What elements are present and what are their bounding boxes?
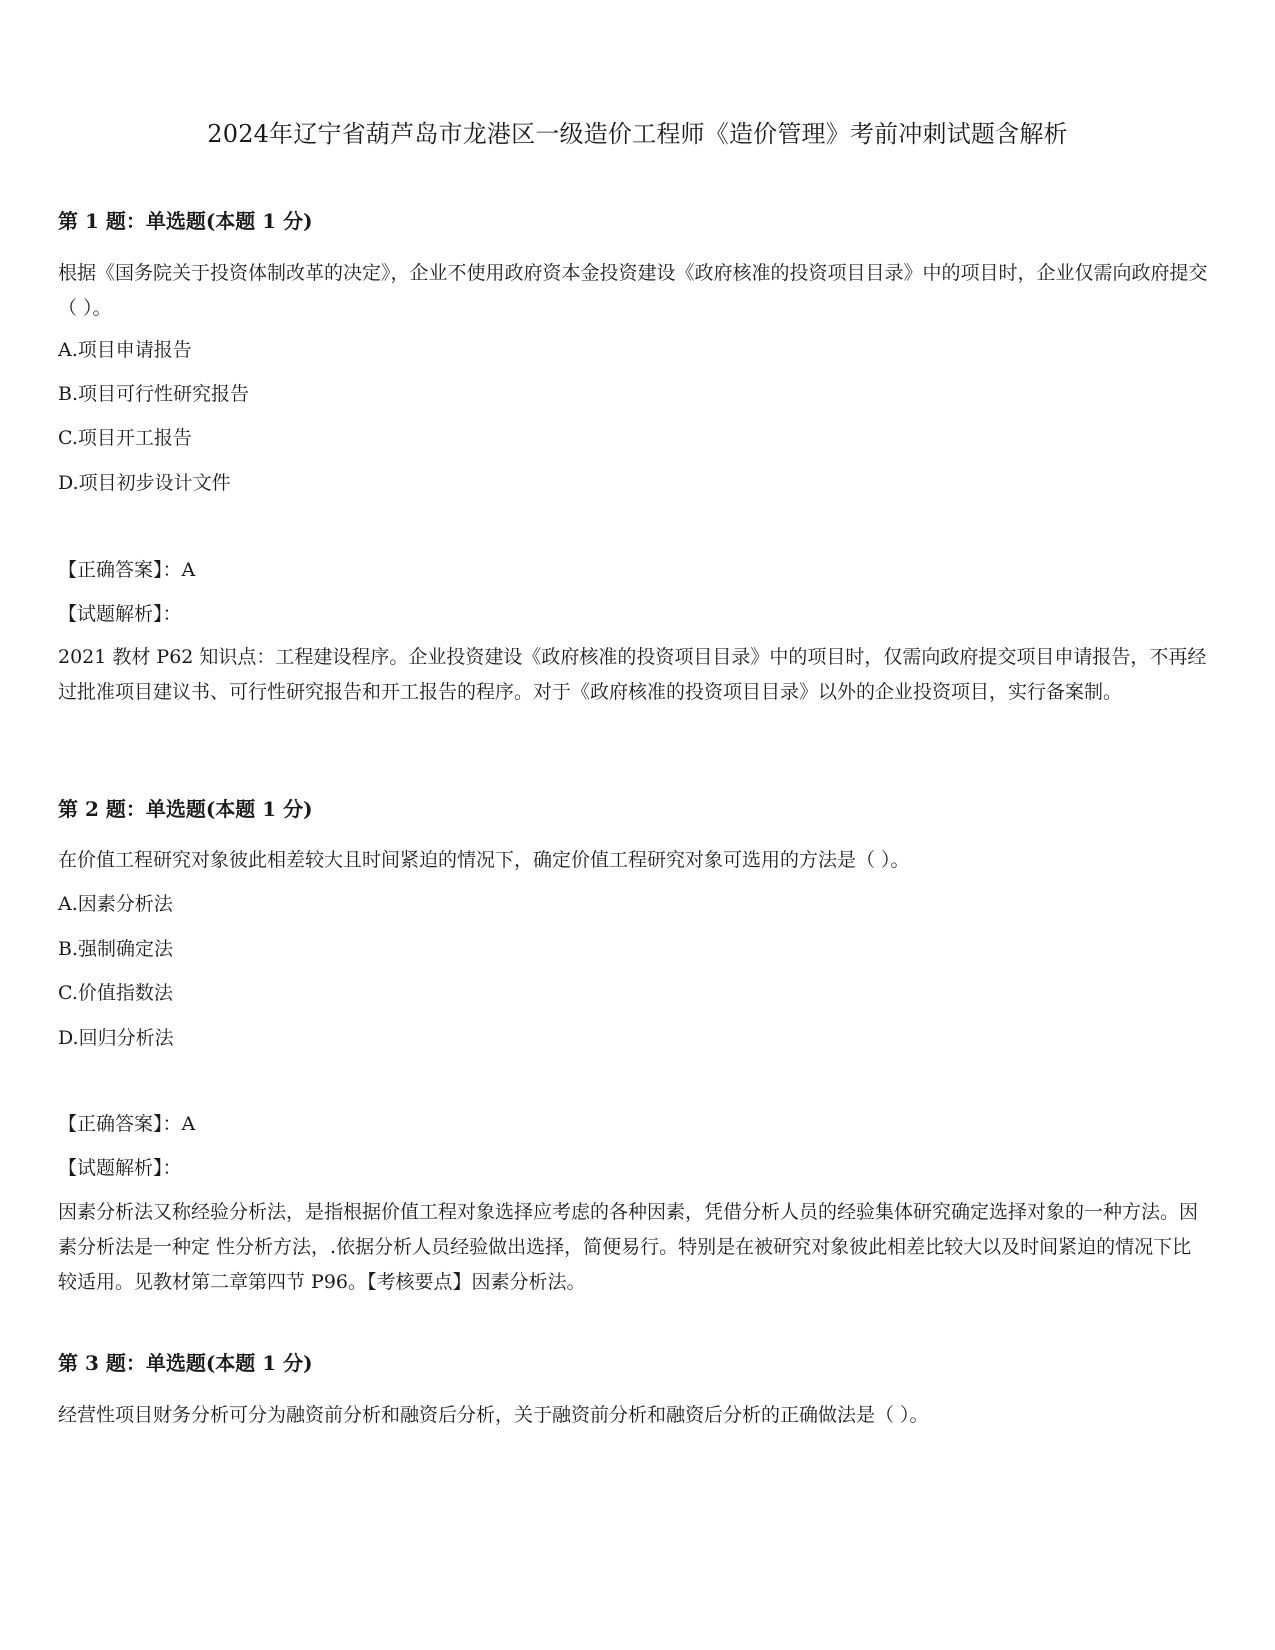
question-1-header: 第 1 题：单选题(本题 1 分) <box>58 209 313 233</box>
question-2-option-c: C.价值指数法 <box>58 982 173 1004</box>
question-1-analysis-label: 【试题解析】： <box>58 603 182 625</box>
question-1-option-a: A.项目申请报告 <box>58 339 192 361</box>
question-1-option-b: B.项目可行性研究报告 <box>58 383 250 405</box>
question-2-option-a: A.因素分析法 <box>58 893 173 915</box>
question-1-option-d: D.项目初步设计文件 <box>58 472 231 494</box>
question-1-answer: 【正确答案】：A <box>58 559 196 581</box>
question-2-option-d: D.回归分析法 <box>58 1027 174 1049</box>
question-2-analysis-label: 【试题解析】： <box>58 1157 182 1179</box>
question-2-stem: 在价值工程研究对象彼此相差较大且时间紧迫的情况下，确定价值工程研究对象可选用的方法是（ ）。 <box>58 849 910 871</box>
question-1-stem: 根据《国务院关于投资体制改革的决定》，企业不使用政府资本金投资建设《政府核准的投资项目目录》中的项目时，企业仅需向政府提交（ ）。 <box>58 262 1208 319</box>
document-title: 2024年辽宁省葫芦岛市龙港区一级造价工程师《造价管理》考前冲刺试题含解析 <box>207 120 1068 148</box>
question-3-header: 第 3 题：单选题(本题 1 分) <box>58 1351 313 1375</box>
question-1-option-c: C.项目开工报告 <box>58 427 192 449</box>
question-2-answer: 【正确答案】：A <box>58 1113 196 1135</box>
question-1-analysis: 2021 教材 P62 知识点：工程建设程序。企业投资建设《政府核准的投资项目目录》中的项目时，仅需向政府提交项目申请报告，不再经过批准项目建议书、可行性研究报告和开工报告的程序。对于《政府核准的投资项目目录》以外的企业投资项目，实行备案制。 <box>58 646 1207 703</box>
question-2-analysis: 因素分析法又称经验分析法，是指根据价值工程对象选择应考虑的各种因素，凭借分析人员的经验集体研究确定选择对象的一种方法。因素分析法是一种定 性分析方法，.依据分析人员经验做出选择，简便易行。特别是在被研究对象彼此相差比较大以及时间紧迫的情况下比较适用。见教材第二章第四节 P96。【考核要点】因素分析法。 <box>58 1201 1199 1293</box>
question-3-stem: 经营性项目财务分析可分为融资前分析和融资后分析，关于融资前分析和融资后分析的正确做法是（ ）。 <box>58 1404 929 1426</box>
question-2-header: 第 2 题：单选题(本题 1 分) <box>58 797 313 821</box>
question-2-option-b: B.强制确定法 <box>58 938 174 960</box>
